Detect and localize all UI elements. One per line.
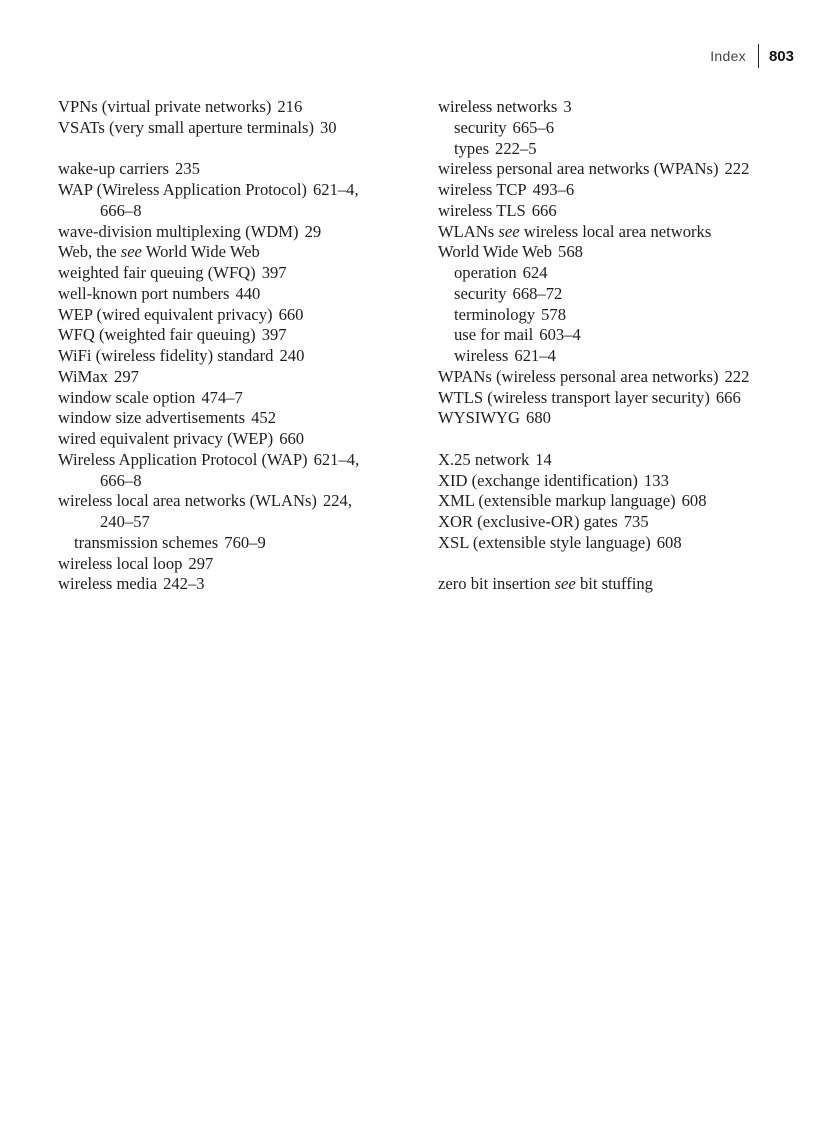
index-entry: wake-up carriers 235 xyxy=(58,159,200,179)
index-entry: WEP (wired equivalent privacy) 660 xyxy=(58,304,304,324)
index-entry: VSATs (very small aperture terminals) 30 xyxy=(58,117,337,137)
letter-gap xyxy=(58,139,418,160)
page-number: 803 xyxy=(768,47,794,65)
index-entry: WiFi (wireless fidelity) standard 240 xyxy=(58,346,305,365)
index-entry: wireless media 242–3 xyxy=(58,574,205,594)
index-entry-continuation: 666–8 xyxy=(100,200,142,220)
index-entry: window scale option 474–7 xyxy=(58,387,243,407)
index-entry-see: zero bit insertion see bit stuffing xyxy=(438,574,653,594)
index-subentry: security 668–72 xyxy=(454,283,563,303)
index-entry: WTLS (wireless transport layer security) 666 xyxy=(438,387,741,407)
index-entry: X.25 network 14 xyxy=(438,449,552,469)
index-entry: WAP (Wireless Application Protocol) 621–4, xyxy=(58,180,359,199)
index-subentry: transmission schemes 760–9 xyxy=(74,532,266,552)
index-entry: wireless personal area networks (WPANs) 222 xyxy=(438,159,750,179)
index-entry-see: Web, the see World Wide Web xyxy=(58,242,260,262)
index-entry: World Wide Web 568 xyxy=(438,242,583,262)
section-title: Index xyxy=(710,48,746,64)
index-entry: WFQ (weighted fair queuing) 397 xyxy=(58,325,287,345)
index-entry: well-known port numbers 440 xyxy=(58,283,261,303)
letter-gap xyxy=(438,429,808,450)
index-entry: window size advertisements 452 xyxy=(58,408,276,428)
index-entry: wireless networks 3 xyxy=(438,97,572,116)
index-entry: wave-division multiplexing (WDM) 29 xyxy=(58,221,322,241)
index-subentry: security 665–6 xyxy=(454,117,555,137)
index-column-right xyxy=(438,97,808,595)
index-subentry: terminology 578 xyxy=(454,304,567,324)
index-entry: Wireless Application Protocol (WAP) 621–4, xyxy=(58,449,360,469)
index-subentry: use for mail 603–4 xyxy=(454,325,581,345)
index-entry: wireless TCP 493–6 xyxy=(438,180,575,199)
running-head xyxy=(710,44,794,68)
letter-gap xyxy=(438,554,808,575)
index-column-left xyxy=(58,97,418,595)
index-subentry: types 222–5 xyxy=(454,138,537,158)
index-entry: WYSIWYG 680 xyxy=(438,408,551,428)
index-entry: XSL (extensible style language) 608 xyxy=(438,532,682,552)
index-entry: VPNs (virtual private networks) 216 xyxy=(58,97,303,116)
index-entry: wired equivalent privacy (WEP) 660 xyxy=(58,429,305,448)
index-entry: weighted fair queuing (WFQ) 397 xyxy=(58,263,287,282)
index-subentry: operation 624 xyxy=(454,263,548,282)
index-entry-see: WLANs see wireless local area networks xyxy=(438,221,712,241)
index-entry: wireless local loop 297 xyxy=(58,553,214,573)
index-subentry: wireless 621–4 xyxy=(454,346,556,365)
index-entry: XOR (exclusive-OR) gates 735 xyxy=(438,512,649,531)
index-entry-continuation: 240–57 xyxy=(100,512,150,531)
index-entry: WPANs (wireless personal area networks) 222 xyxy=(438,366,750,386)
index-entry: XID (exchange identification) 133 xyxy=(438,470,669,490)
index-entry: wireless TLS 666 xyxy=(438,200,557,220)
index-entry: XML (extensible markup language) 608 xyxy=(438,491,707,511)
index-entry-continuation: 666–8 xyxy=(100,470,142,490)
index-entry: WiMax 297 xyxy=(58,366,139,386)
header-divider xyxy=(758,44,759,68)
index-entry: wireless local area networks (WLANs) 224, xyxy=(58,491,352,511)
